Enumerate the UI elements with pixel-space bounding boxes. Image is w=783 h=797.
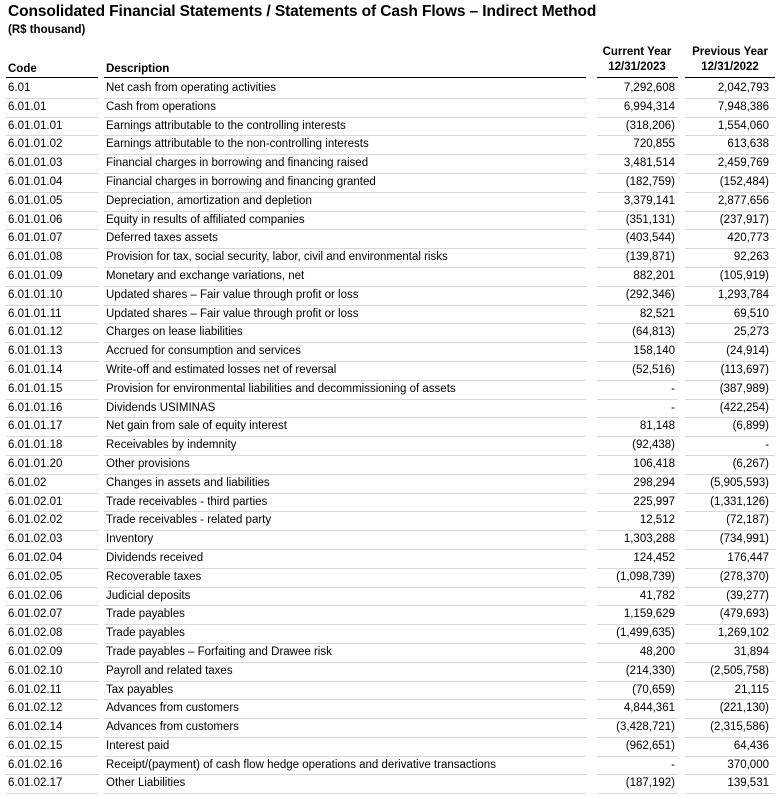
table-row xyxy=(0,644,783,663)
row-description: Charges on lease liabilities xyxy=(106,326,243,339)
row-previous-year-value: (2,315,586) xyxy=(710,721,769,734)
row-current-year-value: 3,379,141 xyxy=(623,194,675,207)
header-divider xyxy=(104,77,586,78)
header-divider xyxy=(685,77,775,78)
row-code: 6.01.01.13 xyxy=(8,345,63,358)
row-current-year-value: 12,512 xyxy=(639,514,675,527)
row-description: Provision for tax, social security, labor, civil and environmental risks xyxy=(106,251,448,264)
row-code: 6.01.01.16 xyxy=(8,401,63,414)
row-code: 6.01.01.11 xyxy=(8,307,62,320)
row-previous-year-value: (479,693) xyxy=(719,608,769,621)
row-code: 6.01.02.01 xyxy=(8,495,63,508)
row-description: Dividends received xyxy=(106,551,204,564)
row-current-year-value: 720,855 xyxy=(633,138,675,151)
row-description: Other Liabilities xyxy=(106,777,186,790)
row-previous-year-value: 31,894 xyxy=(733,645,769,658)
table-row xyxy=(0,212,783,231)
row-current-year-value: (182,759) xyxy=(625,175,675,188)
row-description: Updated shares – Fair value through profit or loss xyxy=(106,307,359,320)
row-previous-year-value: (387,989) xyxy=(719,382,769,395)
table-row xyxy=(0,362,783,381)
row-previous-year-value: 1,293,784 xyxy=(717,288,769,301)
row-description: Accrued for consumption and services xyxy=(106,345,301,358)
row-current-year-value: 1,303,288 xyxy=(623,533,675,546)
row-description: Net gain from sale of equity interest xyxy=(106,420,287,433)
row-previous-year-value: 25,273 xyxy=(733,326,769,339)
table-row xyxy=(0,531,783,550)
row-previous-year-value: 613,638 xyxy=(727,138,769,151)
table-row xyxy=(0,400,783,419)
row-previous-year-value: (278,370) xyxy=(719,570,769,583)
row-code: 6.01.02.15 xyxy=(8,739,63,752)
table-row xyxy=(0,193,783,212)
row-current-year-value: 82,521 xyxy=(639,307,675,320)
row-previous-year-value: (72,187) xyxy=(726,514,769,527)
current-year-label: Current Year xyxy=(602,46,672,58)
row-current-year-value: 7,292,608 xyxy=(623,82,675,94)
row-code: 6.01.02.05 xyxy=(8,570,63,583)
row-previous-year-value: (2,505,758) xyxy=(710,664,769,677)
row-code: 6.01.02.11 xyxy=(8,683,62,696)
row-previous-year-value: 2,877,656 xyxy=(717,194,769,207)
row-previous-year-value: 2,042,793 xyxy=(717,82,769,94)
row-current-year-value: (214,330) xyxy=(625,664,675,677)
row-current-year-value: 124,452 xyxy=(633,551,675,564)
table-row xyxy=(0,757,783,776)
row-previous-year-value: (6,899) xyxy=(732,420,769,433)
row-current-year-value: (92,438) xyxy=(632,439,675,452)
table-row xyxy=(0,437,783,456)
row-description: Updated shares – Fair value through profit or loss xyxy=(106,288,359,301)
row-description: Earnings attributable to the non-controlling interests xyxy=(106,138,369,151)
current-year-date: 12/31/2023 xyxy=(608,61,666,73)
row-previous-year-value: (734,991) xyxy=(719,533,769,546)
row-description: Trade payables – Forfaiting and Drawee risk xyxy=(106,645,332,658)
row-code: 6.01.02.17 xyxy=(8,777,63,790)
row-description: Recoverable taxes xyxy=(106,570,202,583)
row-description: Changes in assets and liabilities xyxy=(106,476,270,489)
row-current-year-value: 81,148 xyxy=(639,420,675,433)
row-previous-year-value: 1,269,102 xyxy=(717,627,769,640)
table-row xyxy=(0,324,783,343)
table-row xyxy=(0,343,783,362)
header-divider xyxy=(6,77,98,78)
table-row xyxy=(0,700,783,719)
row-current-year-value: (3,428,721) xyxy=(616,721,675,734)
document-subtitle: (R$ thousand) xyxy=(8,24,86,36)
row-code: 6.01.02.16 xyxy=(8,758,63,771)
row-previous-year-value: 2,459,769 xyxy=(717,157,769,170)
table-header xyxy=(0,44,783,80)
row-current-year-value: (1,499,635) xyxy=(616,627,675,640)
row-description: Interest paid xyxy=(106,739,170,752)
row-current-year-value: (64,813) xyxy=(632,326,675,339)
row-description: Net cash from operating activities xyxy=(106,82,277,94)
row-code: 6.01.02.08 xyxy=(8,627,63,640)
row-previous-year-value: (39,277) xyxy=(726,589,769,602)
row-description: Trade receivables - third parties xyxy=(106,495,268,508)
row-previous-year-value: 21,115 xyxy=(734,683,769,696)
row-code: 6.01.01.06 xyxy=(8,213,63,226)
row-previous-year-value: (422,254) xyxy=(719,401,769,414)
row-description: Trade payables xyxy=(106,608,185,621)
row-current-year-value: 298,294 xyxy=(633,476,675,489)
row-current-year-value: (70,659) xyxy=(632,683,675,696)
row-description: Trade receivables - related party xyxy=(106,514,272,527)
row-current-year-value: (318,206) xyxy=(625,119,675,132)
row-code: 6.01.02.06 xyxy=(8,589,63,602)
row-description: Advances from customers xyxy=(106,702,239,715)
row-description: Trade payables xyxy=(106,627,185,640)
row-current-year-value: 4,844,361 xyxy=(623,702,675,715)
table-row xyxy=(0,550,783,569)
row-previous-year-value: (152,484) xyxy=(719,175,769,188)
table-row xyxy=(0,230,783,249)
row-code: 6.01.02.14 xyxy=(8,721,63,734)
row-previous-year-value: - xyxy=(765,439,769,452)
row-code: 6.01.02.03 xyxy=(8,533,63,546)
row-code: 6.01.02.10 xyxy=(8,664,63,677)
row-current-year-value: 1,159,629 xyxy=(623,608,675,621)
row-code: 6.01.01.20 xyxy=(8,457,63,470)
row-current-year-value: (403,544) xyxy=(625,232,675,245)
table-row xyxy=(0,80,783,99)
row-code: 6.01 xyxy=(8,82,31,94)
column-header-previous-year xyxy=(684,45,776,75)
row-code: 6.01.01.14 xyxy=(8,363,63,376)
row-code: 6.01.01.09 xyxy=(8,269,63,282)
row-current-year-value: (292,346) xyxy=(625,288,675,301)
row-code: 6.01.01.18 xyxy=(8,439,63,452)
row-description: Other provisions xyxy=(106,457,190,470)
row-previous-year-value: 176,447 xyxy=(727,551,769,564)
row-code: 6.01.01.08 xyxy=(8,251,63,264)
row-code: 6.01.02.02 xyxy=(8,514,63,527)
table-row xyxy=(0,775,783,794)
row-code: 6.01.01.10 xyxy=(8,288,63,301)
row-description: Monetary and exchange variations, net xyxy=(106,269,305,282)
row-previous-year-value: 69,510 xyxy=(733,307,769,320)
table-row xyxy=(0,99,783,118)
row-current-year-value: - xyxy=(671,401,675,414)
table-row xyxy=(0,512,783,531)
row-previous-year-value: (6,267) xyxy=(732,457,769,470)
row-previous-year-value: (113,697) xyxy=(720,363,769,376)
table-row xyxy=(0,418,783,437)
row-previous-year-value: (221,130) xyxy=(719,702,769,715)
table-row xyxy=(0,118,783,137)
row-current-year-value: - xyxy=(671,382,675,395)
row-description: Receipt/(payment) of cash flow hedge operations and derivative transactions xyxy=(106,758,496,771)
row-code: 6.01.02.04 xyxy=(8,551,63,564)
row-code: 6.01.01.01 xyxy=(8,119,63,132)
row-current-year-value: 225,997 xyxy=(633,495,675,508)
table-row xyxy=(0,738,783,757)
row-current-year-value: 6,994,314 xyxy=(623,100,675,113)
table-row xyxy=(0,268,783,287)
row-description: Tax payables xyxy=(106,683,174,696)
table-row xyxy=(0,606,783,625)
previous-year-label: Previous Year xyxy=(692,46,768,58)
row-current-year-value: (139,871) xyxy=(625,251,675,264)
row-description: Inventory xyxy=(106,533,154,546)
table-row xyxy=(0,719,783,738)
table-row xyxy=(0,588,783,607)
row-description: Financial charges in borrowing and financing granted xyxy=(106,175,376,188)
table-row xyxy=(0,306,783,325)
column-header-current-year xyxy=(596,45,678,75)
row-previous-year-value: (1,331,126) xyxy=(710,495,769,508)
row-description: Dividends USIMINAS xyxy=(106,401,216,414)
table-row xyxy=(0,381,783,400)
table-row xyxy=(0,155,783,174)
table-row xyxy=(0,569,783,588)
row-previous-year-value: 370,000 xyxy=(727,758,769,771)
row-previous-year-value: 139,531 xyxy=(727,777,769,790)
row-current-year-value: (962,651) xyxy=(625,739,675,752)
column-header-code: Code xyxy=(8,63,37,75)
row-previous-year-value: (5,905,593) xyxy=(710,476,769,489)
row-description: Deferred taxes assets xyxy=(106,232,218,245)
row-description: Depreciation, amortization and depletion xyxy=(106,194,312,207)
row-code: 6.01.02.07 xyxy=(8,608,63,621)
row-description: Receivables by indemnity xyxy=(106,439,237,452)
row-code: 6.01.01 xyxy=(8,100,47,113)
row-current-year-value: 3,481,514 xyxy=(623,157,675,170)
column-header-description: Description xyxy=(106,63,170,75)
row-code: 6.01.01.12 xyxy=(8,326,63,339)
row-description: Cash from operations xyxy=(106,100,216,113)
row-current-year-value: (351,131) xyxy=(625,213,675,226)
row-current-year-value: - xyxy=(671,758,675,771)
row-previous-year-value: 64,436 xyxy=(733,739,769,752)
row-code: 6.01.01.15 xyxy=(8,382,63,395)
row-code: 6.01.01.03 xyxy=(8,157,63,170)
row-description: Write-off and estimated losses net of reversal xyxy=(106,363,337,376)
row-code: 6.01.01.02 xyxy=(8,138,63,151)
table-row xyxy=(0,682,783,701)
table-row xyxy=(0,456,783,475)
row-previous-year-value: (237,917) xyxy=(719,213,769,226)
row-current-year-value: 158,140 xyxy=(633,345,675,358)
table-row xyxy=(0,494,783,513)
row-current-year-value: 48,200 xyxy=(639,645,675,658)
table-row xyxy=(0,475,783,494)
previous-year-date: 12/31/2022 xyxy=(701,61,759,73)
row-description: Earnings attributable to the controlling interests xyxy=(106,119,346,132)
header-divider xyxy=(597,77,678,78)
row-previous-year-value: 92,263 xyxy=(733,251,769,264)
row-divider xyxy=(104,793,586,794)
table-row xyxy=(0,625,783,644)
row-current-year-value: (1,098,739) xyxy=(616,570,675,583)
table-row xyxy=(0,287,783,306)
row-code: 6.01.01.04 xyxy=(8,175,63,188)
row-description: Judicial deposits xyxy=(106,589,191,602)
row-code: 6.01.01.17 xyxy=(8,420,63,433)
table-row xyxy=(0,663,783,682)
row-code: 6.01.02 xyxy=(8,476,47,489)
row-description: Provision for environmental liabilities and decommissioning of assets xyxy=(106,382,456,395)
row-description: Payroll and related taxes xyxy=(106,664,233,677)
row-previous-year-value: 420,773 xyxy=(727,232,769,245)
row-previous-year-value: 7,948,386 xyxy=(717,100,769,113)
row-description: Financial charges in borrowing and financing raised xyxy=(106,157,369,170)
table-row xyxy=(0,249,783,268)
row-current-year-value: 882,201 xyxy=(633,269,675,282)
row-current-year-value: (52,516) xyxy=(632,363,675,376)
row-previous-year-value: (105,919) xyxy=(719,269,769,282)
row-code: 6.01.01.07 xyxy=(8,232,63,245)
row-current-year-value: (187,192) xyxy=(625,777,675,790)
row-previous-year-value: 1,554,060 xyxy=(717,119,769,132)
row-divider xyxy=(597,793,678,794)
row-code: 6.01.02.12 xyxy=(8,702,63,715)
table-row xyxy=(0,174,783,193)
row-previous-year-value: (24,914) xyxy=(726,345,769,358)
row-current-year-value: 106,418 xyxy=(633,457,675,470)
row-description: Equity in results of affiliated companies xyxy=(106,213,305,226)
row-divider xyxy=(685,793,775,794)
row-description: Advances from customers xyxy=(106,721,239,734)
row-code: 6.01.02.09 xyxy=(8,645,63,658)
row-code: 6.01.01.05 xyxy=(8,194,63,207)
table-row xyxy=(0,136,783,155)
document-title: Consolidated Financial Statements / Statements of Cash Flows – Indirect Method xyxy=(8,3,597,20)
row-divider xyxy=(6,793,98,794)
table-body xyxy=(0,80,783,794)
row-current-year-value: 41,782 xyxy=(639,589,675,602)
